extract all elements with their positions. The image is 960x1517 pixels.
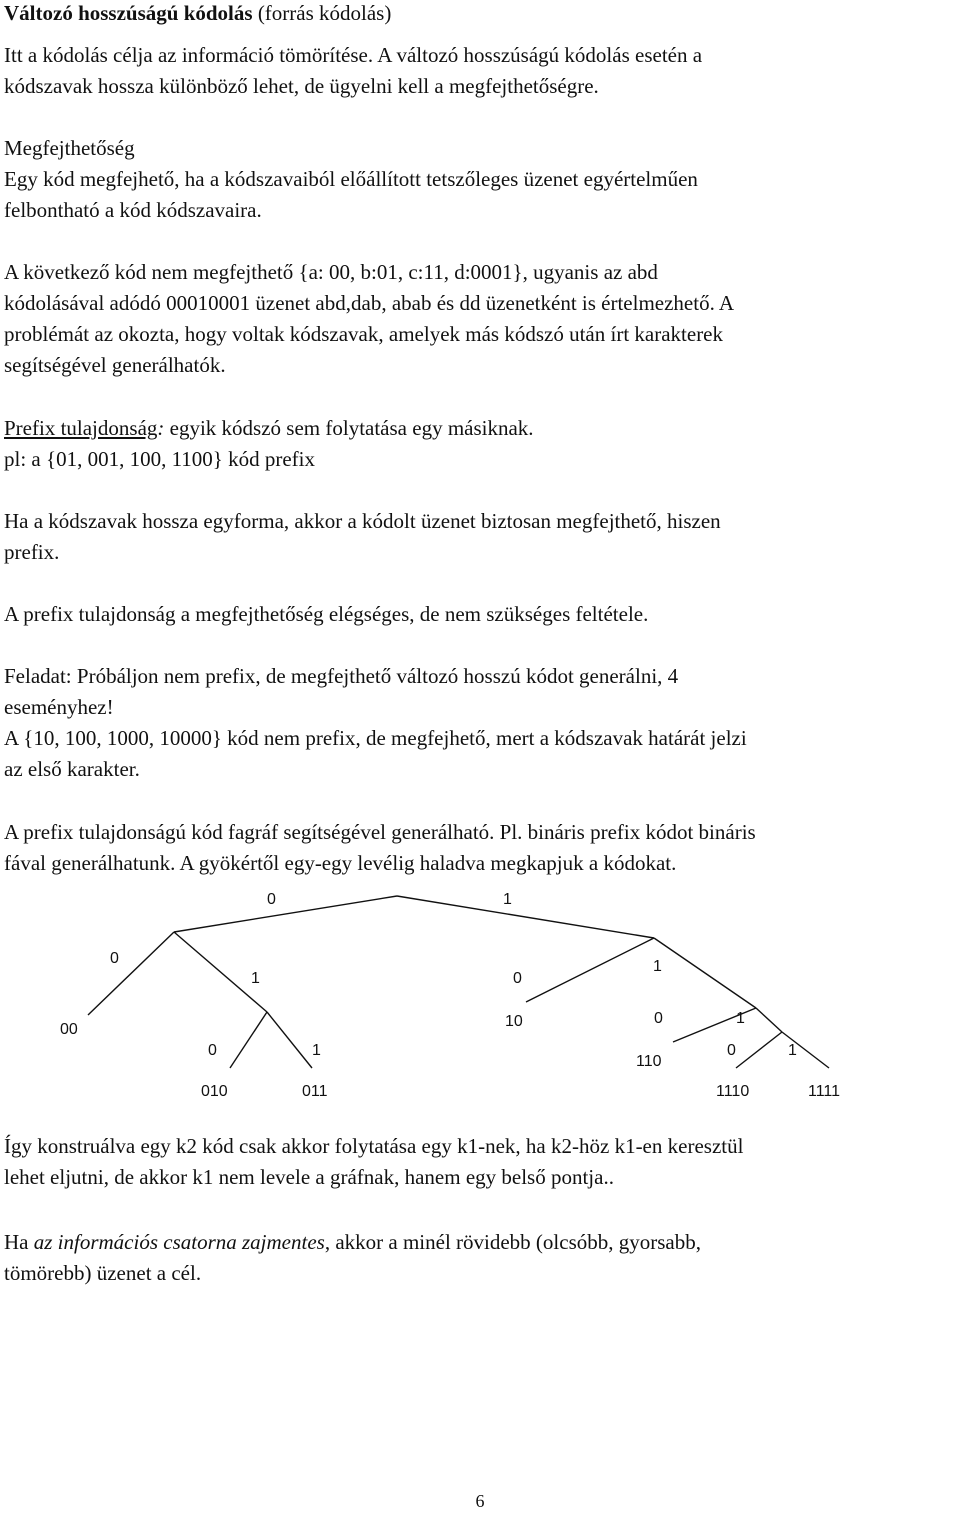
noiseless-post: , akkor a minél rövidebb (olcsóbb, gyorsabb,: [324, 1230, 701, 1254]
tree-edge: [230, 1012, 267, 1068]
example-line: problémát az okozta, hogy voltak kódszavak, amelyek más kódszó után írt karakterek: [4, 322, 724, 346]
tree-edge-label: 1: [312, 1042, 321, 1059]
tree-edge-label: 0: [727, 1042, 736, 1059]
task-line: eseményhez!: [4, 695, 114, 719]
tree-edge-label: 0: [267, 891, 276, 908]
tree-edge-label: 1: [736, 1010, 745, 1027]
tree-edge-label: 1: [653, 958, 662, 975]
tree-edge: [736, 1032, 782, 1068]
title-sub: (forrás kódolás): [252, 1, 392, 25]
tree-edge: [267, 1012, 312, 1068]
construct-line: Így konstruálva egy k2 kód csak akkor folytatása egy k1-nek, ha k2-höz k1-en keresztül: [4, 1134, 744, 1158]
tree-edge-label: 1: [503, 891, 512, 908]
tree-edge: [526, 938, 654, 1002]
intro-line: Itt a kódolás célja az információ tömörítése. A változó hosszúságú kódolás esetén a: [4, 43, 703, 67]
prefix-example: pl: a {01, 001, 100, 1100} kód prefix: [4, 447, 316, 471]
tree-edge-label: 0: [513, 970, 522, 987]
prefix-definition: egyik kódszó sem folytatása egy másiknak.: [164, 416, 534, 440]
tree-edge-label: 1: [251, 970, 260, 987]
task-paragraph: [4, 661, 954, 785]
sufficient-line: A prefix tulajdonság a megfejthetőség elégséges, de nem szükséges feltétele.: [4, 602, 649, 626]
tree-leaf-code: 00: [60, 1021, 78, 1038]
tree-intro-line: fával generálhatunk. A gyökértől egy-egy levélig haladva megkapjuk a kódokat.: [4, 851, 677, 875]
section-title: [4, 0, 954, 29]
example-line: A következő kód nem megfejthető {a: 00, b:01, c:11, d:0001}, ugyanis az abd: [4, 260, 658, 284]
example-line: kódolásával adódó 00010001 üzenet abd,dab, abab és dd üzenetként is értelmezhető. A: [4, 291, 735, 315]
tree-edge: [654, 938, 756, 1008]
tree-leaf-code: 10: [505, 1013, 523, 1030]
equal-length-line: prefix.: [4, 540, 60, 564]
construct-paragraph: [4, 1131, 954, 1193]
page-number: 6: [475, 1491, 485, 1511]
intro-paragraph: [4, 40, 954, 102]
tree-edge-label: 0: [208, 1042, 217, 1059]
construct-line: lehet eljutni, de akkor k1 nem levele a gráfnak, hanem egy belső pontja..: [4, 1165, 614, 1189]
tree-leaf-code: 1110: [716, 1083, 750, 1100]
decodability-line: felbontható a kód kódszavaira.: [4, 198, 262, 222]
tree-edge: [756, 1008, 782, 1032]
prefix-colon: :: [157, 416, 165, 440]
prefix-term: Prefix tulajdonság: [4, 416, 158, 440]
task-line: A {10, 100, 1000, 10000} kód nem prefix, de megfejhető, mert a kódszavak határát jelzi: [4, 726, 747, 750]
tree-leaf-code: 110: [636, 1053, 662, 1070]
noiseless-line: tömörebb) üzenet a cél.: [4, 1261, 202, 1285]
prefix-paragraph: [4, 413, 954, 475]
example-paragraph: [4, 257, 954, 381]
task-line: az első karakter.: [4, 757, 140, 781]
decodability-line: Egy kód megfejhető, ha a kódszavaiból előállított tetszőleges üzenet egyértelműen: [4, 167, 698, 191]
tree-edge: [397, 896, 654, 938]
tree-leaf-code: 1111: [808, 1083, 841, 1100]
tree-edge: [174, 896, 397, 932]
tree-edge-label: 0: [654, 1010, 663, 1027]
tree-leaf-code: 011: [302, 1083, 328, 1100]
tree-edge-label: 0: [110, 950, 119, 967]
task-line: Feladat: Próbáljon nem prefix, de megfejthető változó hosszú kódot generálni, 4: [4, 664, 679, 688]
noiseless-emphasis: az információs csatorna zajmentes: [33, 1230, 325, 1254]
tree-edge-label: 1: [788, 1042, 797, 1059]
tree-edge: [88, 932, 174, 1015]
tree-intro-paragraph: [4, 817, 954, 879]
noiseless-paragraph: [4, 1227, 954, 1289]
noiseless-pre: Ha: [4, 1230, 34, 1254]
example-line: segítségével generálhatók.: [4, 353, 226, 377]
tree-intro-line: A prefix tulajdonságú kód fagráf segítségével generálható. Pl. bináris prefix kódot bináris: [4, 820, 756, 844]
prefix-code-tree: [0, 880, 960, 1120]
decodability-heading: Megfejthetőség: [4, 136, 135, 160]
decodability-paragraph: [4, 133, 954, 226]
tree-leaf-code: 010: [201, 1083, 228, 1100]
equal-length-paragraph: [4, 506, 954, 568]
title-main: Változó hosszúságú kódolás: [4, 1, 253, 25]
sufficient-paragraph: [4, 599, 954, 630]
equal-length-line: Ha a kódszavak hossza egyforma, akkor a kódolt üzenet biztosan megfejthető, hiszen: [4, 509, 721, 533]
intro-line: kódszavak hossza különböző lehet, de ügyelni kell a megfejthetőségre.: [4, 74, 599, 98]
